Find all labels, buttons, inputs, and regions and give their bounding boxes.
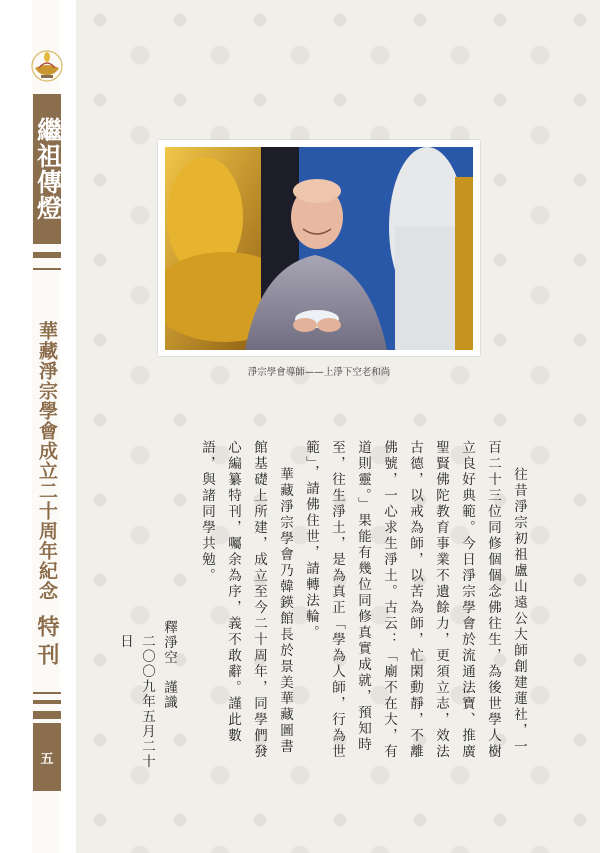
signature-block [110, 620, 180, 780]
photo-caption: 淨宗學會導師——上淨下空老和尚 [247, 367, 391, 378]
signature-date: 二〇〇九年五月二十日 [117, 634, 155, 769]
divider-bar [33, 268, 61, 270]
lotus-lamp-logo-icon [27, 46, 67, 86]
subtitle-tag: 特刊 [34, 615, 60, 671]
vertical-title: 繼祖傳燈 [33, 94, 61, 244]
divider-bar [33, 700, 61, 704]
body-text [150, 440, 532, 770]
divider-bar [33, 252, 61, 258]
page-number: 五 [33, 723, 61, 791]
paragraph: 往昔淨宗初祖盧山遠公大師創建蓮社，一百二十三位同修個個念佛往生，為後世學人樹立良好典範。今日淨宗學會於流通法寶、推廣聖賢佛陀教育事業不遺餘力，更須立志，效法古德，以戒為師，以苦為師，忙閑動靜，不離佛號，一心求生淨土。古云：「廟不在大，有道則靈。」果能有幾位同修真實成就，預知時至，往生淨土，是為真正「學為人師，行為世範」，請佛住世，請轉法輪。 [303, 440, 527, 760]
paragraph: 華藏淨宗學會乃韓鍈館長於景美華藏圖書館基礎上所建，成立至今二十周年，同學們發心編纂特刊，囑余為序，義不敢辭。謹此數語，與諸同學共勉。 [199, 440, 293, 760]
vertical-subtitle [33, 296, 61, 696]
portrait-photo-illustration [165, 147, 473, 350]
divider-bar [33, 711, 61, 719]
subtitle-text: 華藏淨宗學會成立二十周年紀念 [36, 321, 58, 601]
portrait-photo [165, 147, 473, 350]
divider-bar [33, 692, 61, 694]
signature-name: 釋淨空 謹識 [161, 620, 177, 710]
